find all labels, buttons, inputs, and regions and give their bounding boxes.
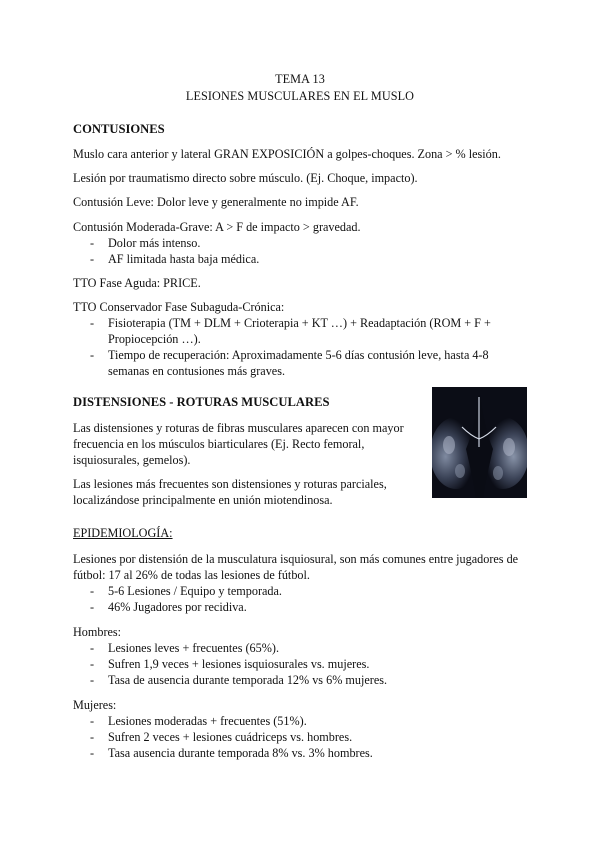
paragraph: localizándose principalmente en unión miotendinosa. (73, 493, 333, 507)
muscle-ultrasound-image (432, 387, 527, 498)
paragraph: TTO Conservador Fase Subaguda-Crónica: (73, 300, 285, 314)
paragraph: Lesión por traumatismo directo sobre músculo. (Ej. Choque, impacto). (73, 171, 418, 185)
label-mujeres: Mujeres: (73, 698, 117, 712)
section-heading-contusiones: CONTUSIONES (73, 122, 165, 136)
label-hombres: Hombres: (73, 625, 122, 639)
paragraph: fútbol: 17 al 26% de todas las lesiones de fútbol. (73, 568, 310, 582)
paragraph: Las distensiones y roturas de fibras musculares aparecen con mayor (73, 421, 404, 435)
paragraph: Lesiones por distensión de la musculatura isquiosural, son más comunes entre jugadores de (73, 552, 519, 566)
doc-title-line1: TEMA 13 (275, 72, 325, 86)
paragraph: isquiosurales, gemelos). (73, 453, 191, 467)
paragraph: Contusión Moderada-Grave: A > F de impacto > gravedad. (73, 220, 361, 234)
section-heading-distensiones: DISTENSIONES - ROTURAS MUSCULARES (73, 395, 330, 409)
paragraph: frecuencia en los músculos biarticulares (Ej. Recto femoral, (73, 437, 365, 451)
paragraph: Las lesiones más frecuentes son distensiones y roturas parciales, (73, 477, 387, 491)
document-page: TEMA 13 LESIONES MUSCULARES EN EL MUSLO CONTUSIONES Muslo cara anterior y lateral GRAN EXPOSICIÓN a golpes-choques. Zona > % lesión. Lesión por traumatismo directo sobre músculo. (Ej. Choque, impacto). Contusión Leve: Dolor leve y generalmente no impide AF. Contusión Moderada-Grave: A > F de impacto > gravedad. - Dolor más intenso. - AF limitada hasta baja médica. TTO Fase Aguda: PRICE. TTO Conservador Fase Subaguda-Crónica: - Fisioterapia (TM + DLM + Crioterapia + KT …) + Readaptación (ROM + F + Propiocepción …). - Tiempo de recuperación: Aproximadamente 5-6 días contusión leve, hasta 4-8 semanas en contusiones más graves. DISTENSIONES - ROTURAS MUSCULARES Las distensiones y roturas de fibras musculares aparecen con mayor frecuencia en los músculos biarticulares (Ej. Recto femoral, isquiosurales, gemelos). Las lesiones más frecuentes son distensiones y roturas parciales, localizándose principalmente en unión miotendinosa. EPIDEMIOLOGÍA: Lesiones por distensión de la musculatura isquiosural, son más comunes entre jugadores de fútbol: 17 al 26% de todas las lesiones de fútbol. - 5-6 Lesiones / Equipo y temporada. - 46% Jugadores por recidiva. Hombres: - Lesiones leves + frecuentes (65%). - Sufren 1,9 veces + lesiones isquiosurales vs. mujeres. - Tasa de ausencia durante temporada 12% vs 6% mujeres. Mujeres: - Lesiones moderadas + frecuentes (51%). - Sufren 2 veces + lesiones cuádriceps vs. hombres. - Tasa ausencia durante temporada 8% vs. 3% hombres. (0, 0, 600, 848)
section-heading-epidemiologia: EPIDEMIOLOGÍA: (73, 526, 173, 540)
doc-title-line2: LESIONES MUSCULARES EN EL MUSLO (185, 89, 415, 103)
muscle-image-graphic (432, 387, 527, 498)
paragraph: Muslo cara anterior y lateral GRAN EXPOSICIÓN a golpes-choques. Zona > % lesión. (73, 147, 501, 161)
paragraph: TTO Fase Aguda: PRICE. (73, 276, 201, 290)
paragraph: Contusión Leve: Dolor leve y generalmente no impide AF. (73, 195, 359, 209)
